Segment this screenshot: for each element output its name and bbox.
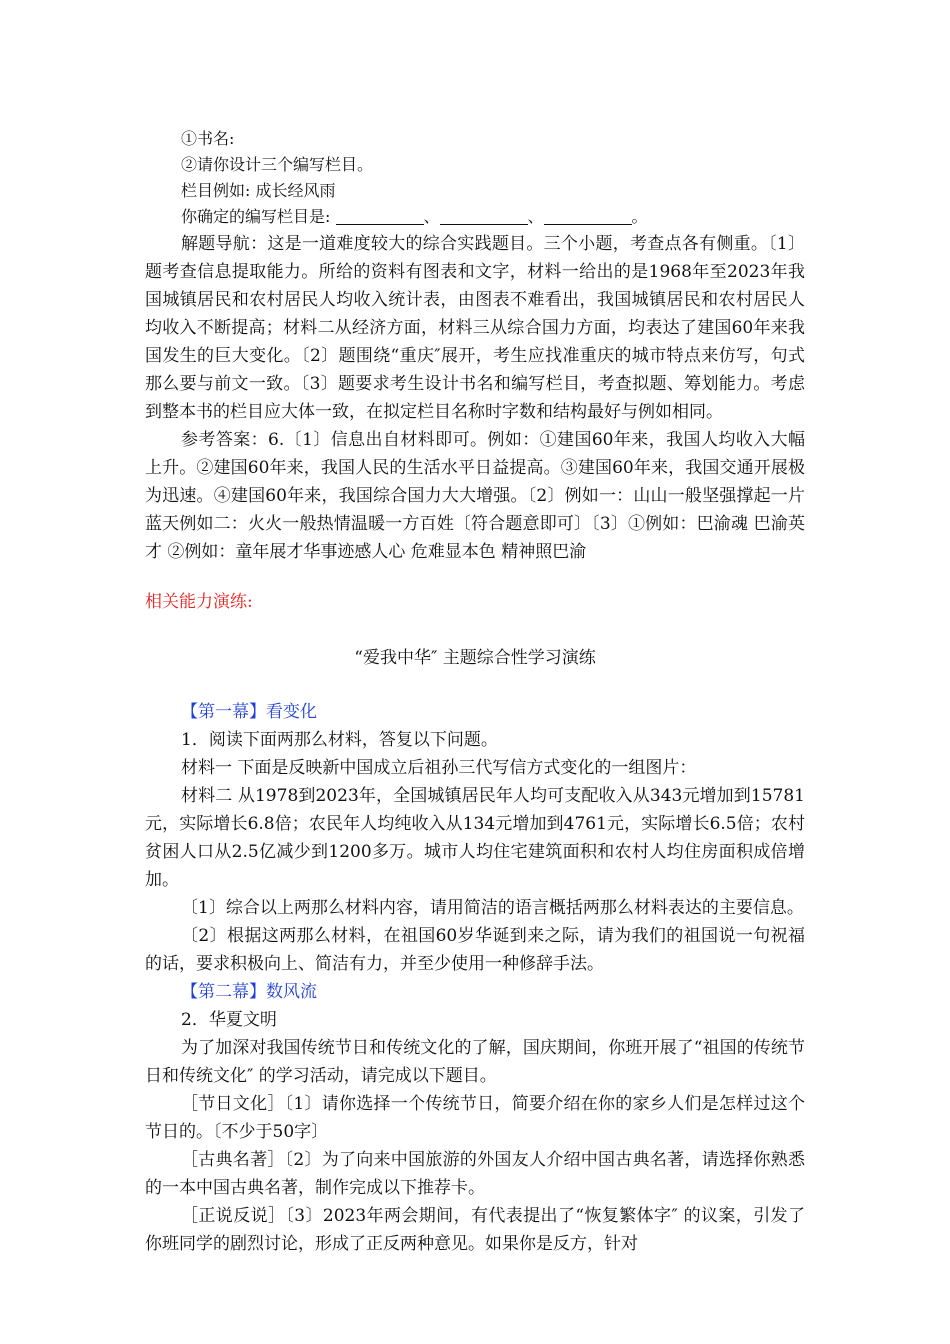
sub-question-2: 〔2〕根据这两那么材料，在祖国60岁华诞到来之际，请为我们的祖国说一句祝福的话，要求积极向上、简洁有力，并至少使用一种修辞手法。	[145, 926, 805, 974]
sub-question-1: 〔1〕综合以上两那么材料内容，请用简洁的语言概括两那么材料表达的主要信息。	[181, 898, 804, 918]
classics-question: ［古典名著］〔2〕为了向来中国旅游的外国友人介绍中国古典名著，请选择你熟悉的一本中国古典名著，制作完成以下推荐卡。	[145, 1150, 805, 1198]
act2-heading: 【第二幕】数风流	[181, 982, 317, 1002]
analysis-paragraph: 解题导航：这是一道难度较大的综合实践题目。三个小题，考查点各有侧重。〔1〕题考查信息提取能力。所给的资料有图表和文字，材料一给出的是1968年至2023年我国城镇居民和农村居民人均收入统计表，由图表不难看出，我国城镇居民和农村居民人均收入不断提高；材料二从经济方面，材料三从综合国力方面，均表达了建国60年来我国发生的巨大变化。〔2〕题围绕“重庆″展开，考生应找准重庆的城市特点来仿写，句式那么要与前文一致。〔3〕题要求考生设计书名和编写栏目，考查拟题、筹划能力。考虑到整本书的栏目应大体一致，在拟定栏目名称时字数和结构最好与例如相同。	[145, 234, 805, 422]
answer-paragraph: 参考答案：6.〔1〕信息出自材料即可。例如：①建国60年来，我国人均收入大幅上升。②建国60年来，我国人民的生活水平日益提高。③建国60年来，我国交通开展极为迅速。④建国60年来，我国综合国力大大增强。〔2〕例如一：山山一般坚强撑起一片蓝天例如二：火火一般热情温暖一方百姓〔符合题意即可〕〔3〕①例如：巴渝魂 巴渝英才 ②例如：童年展才华事迹感人心 危难显本色 精神照巴渝	[145, 430, 805, 562]
answer-blank-2[interactable]	[440, 206, 528, 225]
exercise-title: “爱我中华″ 主题综合性学习演练	[354, 648, 596, 668]
period: 。	[631, 207, 648, 226]
related-heading: 相关能力演练:	[145, 592, 253, 612]
document-page	[145, 126, 805, 1258]
festival-question: ［节日文化］〔1〕请你选择一个传统节日，简要介绍在你的家乡人们是怎样过这个节日的。〔不少于50字〕	[145, 1094, 805, 1142]
your-columns-label: 你确定的编写栏目是:	[181, 207, 331, 226]
separator: 、	[527, 207, 544, 226]
question-2: 2．华夏文明	[181, 1010, 277, 1030]
material-1: 材料一 下面是反映新中国成立后祖孙三代写信方式变化的一组图片：	[181, 758, 697, 778]
debate-question: ［正说反说］〔3〕2023年两会期间，有代表提出了“恢复繁体字″ 的议案，引发了你班同学的剧烈讨论，形成了正反两种意见。如果你是反方，针对	[145, 1206, 805, 1254]
book-name-line: ①书名:	[181, 129, 235, 148]
activity-intro: 为了加深对我国传统节日和传统文化的了解，国庆期间，你班开展了“祖国的传统节日和传统文化″ 的学习活动，请完成以下题目。	[145, 1038, 805, 1086]
question-1: 1．阅读下面两那么材料，答复以下问题。	[181, 730, 498, 750]
material-2: 材料二 从1978到2023年，全国城镇居民年人均可支配收入从343元增加到15781元，实际增长6.8倍；农民年人均纯收入从134元增加到4761元，实际增长6.5倍；农村贫困人口从2.5亿减少到1200多万。城市人均住宅建筑面积和农村人均住房面积成倍增加。	[145, 786, 805, 890]
act1-heading: 【第一幕】看变化	[181, 702, 317, 722]
answer-blank-3[interactable]	[544, 206, 632, 225]
column-example-line: 栏目例如: 成长经风雨	[181, 181, 336, 200]
design-columns-line: ②请你设计三个编写栏目。	[181, 155, 374, 174]
your-columns-line	[145, 204, 805, 230]
separator: 、	[423, 207, 440, 226]
answer-blank-1[interactable]	[336, 206, 424, 225]
